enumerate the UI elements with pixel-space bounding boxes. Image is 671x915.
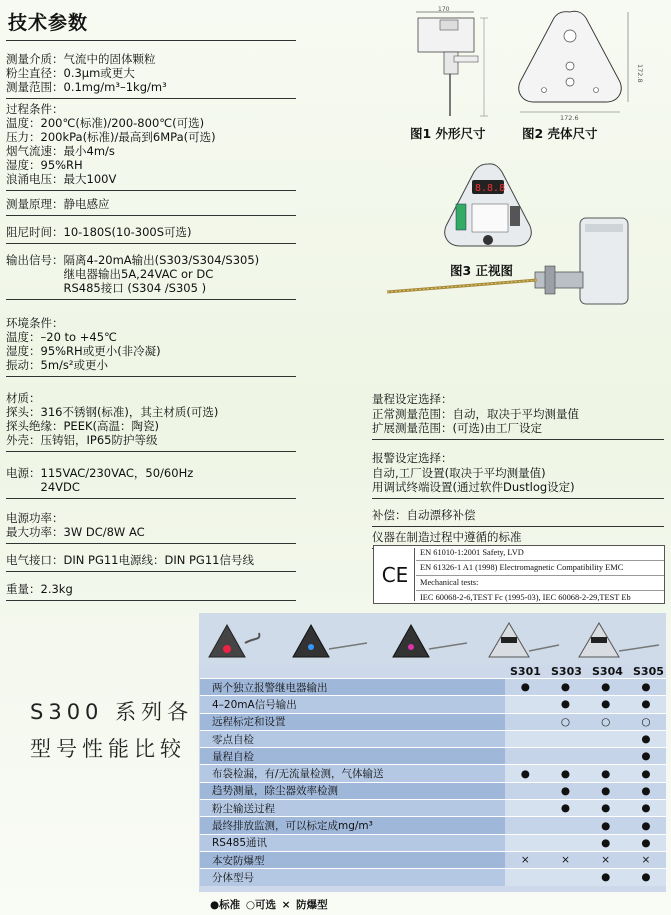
feature-label: 4–20mA信号输出 — [200, 696, 505, 713]
right-spec-section — [372, 508, 664, 527]
spec-line: 正常测量范围：自动，取决于平均测量值 — [372, 406, 579, 421]
spec-line: 重量：2.3kg — [6, 582, 73, 596]
spec-line: 最大功率：3W DC/8W AC — [6, 525, 145, 539]
feature-mark — [505, 782, 545, 799]
product-thumbnails — [199, 613, 666, 665]
spec-line: 粉尘直径：0.3μm或更大 — [6, 66, 135, 80]
housing-shape — [519, 11, 621, 102]
spec-line: 测量原理：静电感应 — [6, 197, 110, 211]
spec-section — [6, 197, 296, 216]
feature-mark: × — [505, 851, 545, 868]
feature-mark — [545, 817, 585, 834]
model-header-s304: S304 — [592, 665, 623, 678]
feature-mark — [505, 800, 545, 817]
spec-line: 电源功率： — [6, 511, 64, 525]
spec-section — [6, 391, 296, 452]
feature-mark: ● — [505, 765, 545, 782]
feature-mark: ○ — [545, 713, 585, 730]
feature-mark — [505, 696, 545, 713]
feature-mark: ● — [626, 748, 666, 765]
dim-label-width: 170 — [438, 6, 450, 13]
spec-section — [6, 316, 296, 377]
comparison-row — [200, 800, 666, 817]
spec-line: 温度：200℃(标准)/200-800℃(可选) — [6, 116, 205, 130]
spec-line: 电源：115VAC/230VAC，50/60Hz — [6, 466, 194, 480]
flange-nut — [545, 266, 555, 294]
feature-mark: × — [545, 851, 585, 868]
side-view-photo — [385, 210, 635, 310]
comparison-legend: ●标准 ○可选 × 防爆型 — [210, 899, 328, 911]
feature-mark: ● — [545, 696, 585, 713]
feature-mark: ● — [626, 765, 666, 782]
spec-line: 环境条件： — [6, 316, 64, 330]
comparison-row — [200, 748, 666, 765]
spec-section — [6, 466, 296, 499]
feature-mark: ● — [626, 817, 666, 834]
spec-line: 仪器在制造过程中遵循的标准 — [372, 530, 522, 544]
comparison-row — [200, 696, 666, 713]
spec-line: 材质： — [6, 391, 41, 405]
spec-section — [6, 582, 296, 601]
feature-mark: ● — [545, 679, 585, 696]
comparison-row — [200, 851, 666, 868]
figure-1-caption: 图1 外形尺寸 — [410, 126, 486, 141]
right-spec-section — [372, 392, 664, 440]
spec-line: 振动：5m/s²或更小 — [6, 358, 108, 372]
screw-hole — [542, 88, 547, 93]
feature-mark: ● — [586, 817, 626, 834]
ce-standards-list — [416, 546, 664, 605]
screw-hole — [594, 88, 599, 93]
housing-display-outline — [440, 20, 458, 30]
ce-mark-icon: CE — [376, 548, 415, 601]
spec-line: 探头绝缘：PEEK(高温：陶瓷) — [6, 419, 159, 433]
feature-mark: ● — [586, 765, 626, 782]
spec-section — [6, 52, 296, 99]
led-digits: 8.8.8 — [475, 183, 506, 194]
ce-standard-row: EN 61326-1 A1 (1998) Electromagnetic Compatibility EMC — [416, 561, 664, 576]
spec-section — [6, 102, 296, 191]
feature-label: 两个独立报警继电器输出 — [200, 679, 505, 696]
feature-label: 布袋检漏，有/无流量检测，气体输送 — [200, 765, 505, 782]
spec-line: 阻尼时间：10-180S(10-300S可选) — [6, 225, 192, 239]
feature-mark: ● — [626, 834, 666, 851]
spec-line: 报警设定选择： — [372, 451, 453, 465]
ce-standards-box — [373, 545, 665, 604]
screw-hole — [566, 78, 574, 86]
feature-mark — [586, 748, 626, 765]
neck-outline — [444, 52, 458, 74]
feature-mark — [545, 834, 585, 851]
housing-rib — [585, 224, 623, 232]
spec-section — [6, 553, 296, 572]
screw-hole — [566, 62, 574, 70]
right-spec-section — [372, 451, 664, 499]
ce-standard-row: Mechanical tests: — [416, 576, 664, 591]
feature-label: 粉尘输送过程 — [200, 800, 505, 817]
feature-mark: ● — [505, 679, 545, 696]
feature-mark: ● — [545, 765, 585, 782]
model-header-s305: S305 — [633, 665, 664, 678]
figure-3-caption: 图3 正视图 — [450, 263, 514, 278]
spec-line: 24VDC — [6, 480, 80, 494]
spec-line: 外壳：压铸铝，IP65防护等级 — [6, 433, 158, 447]
feature-mark: ● — [586, 696, 626, 713]
spec-line: 浪涌电压：最大100V — [6, 172, 117, 186]
spec-line: 湿度：95%RH或更小(非冷凝) — [6, 344, 161, 358]
spec-line: 用调试终端设置(通过软件Dustlog设定) — [372, 480, 575, 494]
product-thumb-s303 — [293, 625, 367, 657]
product-thumb-s301 — [209, 625, 259, 657]
feature-label: 量程自检 — [200, 748, 505, 765]
spec-line: 扩展测量范围：(可选)由工厂设定 — [372, 421, 542, 435]
product-thumb-s304 — [393, 625, 467, 657]
model-header-s301: S301 — [510, 665, 541, 678]
feature-mark: ● — [626, 800, 666, 817]
feature-mark — [505, 730, 545, 747]
outline-dimension-drawing — [408, 6, 520, 118]
comparison-title-line1: S300 系列各 — [30, 700, 194, 724]
feature-label: 本安防爆型 — [200, 851, 505, 868]
feature-mark — [586, 730, 626, 747]
feature-mark: ● — [586, 800, 626, 817]
feature-mark — [545, 730, 585, 747]
feature-mark — [545, 869, 585, 886]
feature-mark — [505, 834, 545, 851]
comparison-row — [200, 713, 666, 730]
model-header-s303: S303 — [551, 665, 582, 678]
spec-line: 探头：316不锈钢(标准)，其主材质(可选) — [6, 405, 219, 419]
feature-mark: × — [586, 851, 626, 868]
comparison-row — [200, 817, 666, 834]
comparison-row — [200, 869, 666, 886]
spec-line: 自动,工厂设置(取决于平均测量值) — [372, 465, 546, 480]
feature-mark: ● — [626, 679, 666, 696]
feature-mark: ● — [586, 869, 626, 886]
screw-hole — [564, 30, 576, 42]
probe-rod — [387, 280, 537, 292]
spec-line: 湿度：95%RH — [6, 158, 83, 172]
title-divider — [6, 40, 296, 41]
feature-mark: ● — [626, 730, 666, 747]
feature-mark: ○ — [626, 713, 666, 730]
feature-mark: ● — [626, 869, 666, 886]
feature-mark — [505, 713, 545, 730]
spec-line: 电气接口：DIN PG11电源线：DIN PG11信号线 — [6, 553, 254, 567]
feature-mark: ● — [626, 696, 666, 713]
ce-standard-row: IEC 60068-2-6,TEST Fc (1995-03), IEC 60068-2-29,TEST Eb — [420, 593, 631, 602]
comparison-row — [200, 765, 666, 782]
mounting-flange — [535, 272, 583, 288]
ce-standard-row: EN 61010-1:2001 Safety, LVD — [416, 546, 664, 561]
feature-label: 最终排放监测，可以标定成mg/m³ — [200, 817, 505, 834]
feature-mark: ● — [545, 800, 585, 817]
spec-line: 补偿：自动漂移补偿 — [372, 508, 476, 522]
product-thumb-s305a — [489, 623, 559, 657]
feature-mark: ● — [545, 782, 585, 799]
feature-mark: ● — [586, 782, 626, 799]
comparison-row — [200, 782, 666, 799]
product-thumb-s305b — [579, 623, 659, 657]
dim-label-height: 172.8 — [636, 64, 644, 83]
feature-mark — [505, 748, 545, 765]
comparison-row — [200, 834, 666, 851]
feature-label: 远程标定和设置 — [200, 713, 505, 730]
comparison-row — [200, 730, 666, 747]
feature-label: 分体型号 — [200, 869, 505, 886]
page-title: 技术参数 — [8, 12, 89, 34]
feature-mark: ● — [586, 679, 626, 696]
spec-section — [6, 253, 296, 300]
feature-mark — [545, 748, 585, 765]
spec-line: 温度：–20 to +45℃ — [6, 330, 117, 344]
spec-line: 测量范围：0.1mg/m³–1kg/m³ — [6, 80, 167, 94]
spec-line: 压力：200kPa(标准)/最高到6MPa(可选) — [6, 130, 216, 144]
feature-mark: ○ — [586, 713, 626, 730]
feature-mark — [505, 817, 545, 834]
flange-outline — [454, 56, 478, 62]
spec-line: 量程设定选择： — [372, 392, 453, 406]
spec-line: RS485接口 (S304 /S305 ) — [6, 281, 207, 295]
spec-line: 过程条件： — [6, 102, 64, 116]
spec-line: 继电器输出5A,24VAC or DC — [6, 267, 214, 281]
spec-line: 输出信号：隔离4-20mA输出(S303/S304/S305) — [6, 253, 260, 267]
spec-section — [6, 225, 296, 244]
housing-dimension-drawing — [510, 4, 642, 122]
comparison-title-line2: 型号性能比较 — [30, 737, 186, 761]
dim-label-width: 172.6 — [560, 114, 579, 122]
feature-label: RS485通讯 — [200, 834, 505, 851]
feature-mark: ● — [626, 782, 666, 799]
figure-2-caption: 图2 壳体尺寸 — [522, 126, 598, 141]
feature-mark: × — [626, 851, 666, 868]
feature-label: 零点自检 — [200, 730, 505, 747]
comparison-table — [200, 678, 666, 886]
comparison-row — [200, 679, 666, 696]
spec-line: 烟气流速：最小4m/s — [6, 144, 115, 158]
feature-mark — [505, 869, 545, 886]
spec-line: 测量介质：气流中的固体颗粒 — [6, 52, 156, 66]
spec-section — [6, 511, 296, 544]
feature-mark: ● — [586, 834, 626, 851]
feature-label: 趋势测量，除尘器效率检测 — [200, 782, 505, 799]
